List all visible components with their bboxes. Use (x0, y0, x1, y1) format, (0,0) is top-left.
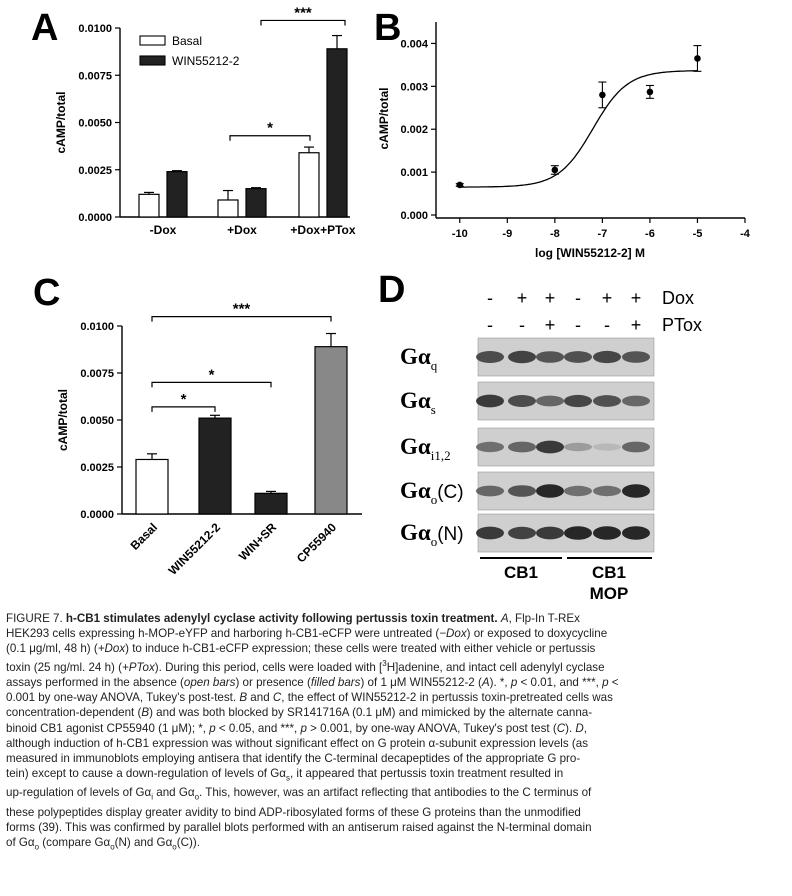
x-tick-label: +Dox+PTox (290, 223, 356, 237)
ptox-sign: + (630, 315, 642, 335)
x-tick-label: WIN+SR (235, 520, 280, 564)
legend-label: Basal (172, 34, 203, 48)
caption-line (6, 705, 786, 720)
caption-text: ). (565, 721, 576, 735)
dox-sign: + (544, 288, 556, 308)
caption-text: h-CB1 stimulates adenylyl cyclase activity following pertussis toxin treatment. (65, 612, 498, 625)
panel-label-b: B (374, 7, 402, 49)
blot-row-label (400, 520, 464, 549)
caption-text: filled bars (310, 676, 361, 690)
caption-text: FIGURE 7. (6, 612, 66, 625)
caption-text: < (608, 676, 619, 690)
blot-band (564, 526, 592, 540)
caption-text: although induction of h-CB1 expression was without significant effect on G protein α-subunit expression levels (as (6, 736, 588, 750)
blot-band (508, 442, 536, 453)
y-tick-label: 0.003 (400, 81, 428, 94)
blot-band (508, 527, 536, 539)
y-axis-label: cAMP/total (377, 87, 391, 150)
caption-text: ) to induce h-CB1-eCFP expression; these cells were treated with either vehicle or pertussis (125, 642, 596, 656)
caption-text: HEK293 cells expressing h-MOP-eYFP and harboring h-CB1-eCFP were untreated ( (6, 627, 440, 641)
ptox-sign: - (604, 315, 610, 335)
bar (246, 189, 266, 217)
caption-text: , Flp-In T-REx (508, 612, 580, 625)
blot-band (536, 351, 564, 363)
significance-label: * (208, 366, 215, 384)
x-tick-label: -9 (502, 228, 513, 240)
caption-text: H]adenine, and intact cell adenylyl cyclase (386, 661, 605, 675)
caption-text: up-regulation of levels of Gα (6, 786, 152, 800)
blot-band (564, 395, 592, 407)
caption-text: C (556, 721, 566, 735)
blot-band (593, 526, 621, 540)
blot-band (536, 441, 564, 454)
x-tick-label: -6 (645, 228, 655, 240)
ptox-sign: + (544, 315, 556, 335)
caption-line (6, 721, 786, 736)
caption-text: p (602, 676, 609, 690)
ptox-label: PTox (662, 315, 703, 335)
caption-text: < 0.05, and ***, (215, 721, 301, 735)
panel-b-dose-response (377, 22, 751, 260)
blot-row-label-suffix: (C) (437, 482, 464, 503)
x-tick-label: -Dox (149, 223, 177, 237)
significance-label: * (180, 390, 187, 408)
blot-band (476, 442, 504, 452)
blot-band (622, 442, 650, 453)
y-axis-label: cAMP/total (56, 388, 70, 452)
significance-label: *** (232, 300, 251, 318)
panel-a-bar-chart (54, 4, 356, 237)
caption-text: forms (39). This was confirmed by parallel blots performed with an antiserum raised against the N-terminal domain (6, 820, 592, 834)
legend-swatch (140, 56, 165, 65)
x-tick-label: -8 (549, 228, 560, 240)
caption-text: C (272, 691, 282, 705)
caption-text: (N) and Gα (114, 835, 173, 849)
data-point (552, 167, 559, 174)
blot-band (476, 395, 504, 408)
blot-band (476, 527, 504, 540)
caption-text: o (34, 842, 40, 852)
x-tick-label: -5 (692, 228, 703, 240)
x-axis-label: log [WIN55212-2] M (534, 246, 646, 260)
y-tick-label: 0.0050 (80, 415, 114, 427)
caption-line (6, 835, 786, 854)
caption-text: (C)). (176, 835, 200, 849)
caption-text: +PTox (122, 661, 155, 675)
caption-text: ) or exposed to doxycycline (466, 627, 608, 641)
caption-text: 3 (382, 659, 387, 669)
group-label-line-2: MOP (589, 584, 629, 603)
caption-line (6, 805, 786, 820)
caption-line (6, 751, 786, 766)
bar (199, 418, 231, 514)
blot-row-label-main: Gα (400, 478, 431, 503)
caption-text: p (209, 721, 216, 735)
blot-band (622, 484, 650, 498)
y-tick-label: 0.0000 (80, 509, 114, 521)
legend-label: WIN55212-2 (172, 54, 240, 68)
caption-text: ) or presence ( (235, 676, 311, 690)
blot-band (593, 351, 621, 363)
caption-text: o (194, 792, 200, 802)
x-tick-label: -7 (597, 228, 608, 240)
caption-line (6, 656, 786, 675)
blot-row-label-main: Gα (400, 520, 431, 545)
caption-text: and Gα (153, 786, 195, 800)
caption-text: ). *, (489, 676, 511, 690)
y-tick-label: 0.0075 (78, 70, 112, 83)
dox-sign: + (630, 288, 642, 308)
dox-sign: - (487, 288, 493, 308)
x-tick-label: Basal (127, 520, 161, 553)
y-tick-label: 0.0100 (78, 23, 112, 35)
caption-text: ) of 1 μM WIN55212-2 ( (360, 676, 482, 690)
caption-text: of Gα (6, 835, 35, 849)
caption-text: measured in immunoblots employing antisera that identify the C-terminal decapeptides of the appropriate G pro- (6, 751, 581, 765)
caption-text: (compare Gα (39, 835, 111, 849)
caption-text: > 0.001, by one-way ANOVA, Tukey's post test ( (306, 721, 557, 735)
bar (327, 49, 347, 217)
blot-band (564, 351, 592, 363)
caption-text: A (481, 676, 490, 690)
caption-text: < 0.01, and ***, (517, 676, 603, 690)
caption-text: , (583, 721, 587, 735)
blot-row-label (400, 344, 438, 373)
caption-text: . This, however, was an artifact reflecting that antibodies to the C terminus of (199, 786, 592, 800)
y-tick-label: 0.0000 (78, 212, 112, 224)
caption-text: assays performed in the absence ( (6, 676, 184, 690)
figure-caption (6, 611, 786, 854)
caption-text: , the effect of WIN55212-2 in pertussis toxin-pretreated cells was (281, 691, 613, 705)
dox-sign: - (575, 288, 581, 308)
blot-band (508, 351, 536, 363)
blot-band (476, 486, 504, 497)
caption-text: ) and was both blocked by SR141716A (0.1 μM) and mimicked by the alternate canna- (149, 706, 593, 720)
group-label-line-1: CB1 (591, 563, 627, 582)
caption-line (6, 641, 786, 656)
y-tick-label: 0.0100 (80, 321, 114, 333)
panel-label-d: D (378, 269, 406, 311)
caption-text: −Dox (439, 627, 467, 641)
x-tick-label: +Dox (227, 223, 257, 237)
blot-row-label-sub: i1,2 (430, 448, 451, 463)
caption-text: s (285, 773, 290, 783)
bar (315, 347, 347, 514)
y-tick-label: 0.0075 (80, 368, 114, 380)
bar (136, 459, 168, 514)
caption-line (6, 766, 786, 785)
caption-text: binoid CB1 agonist CP55940 (1 μM); *, (6, 721, 210, 735)
bar (167, 172, 187, 217)
blot-band (593, 443, 621, 450)
data-point (456, 182, 463, 189)
caption-line (6, 736, 786, 751)
caption-text: o (172, 842, 177, 852)
bar (139, 194, 159, 217)
y-axis-label: cAMP/total (54, 91, 68, 154)
caption-text: open bars (183, 676, 236, 690)
blot-band (536, 484, 564, 498)
blot-band (536, 396, 564, 407)
data-point (647, 89, 654, 96)
data-point (694, 55, 701, 62)
blot-row-label-main: Gα (400, 388, 431, 413)
x-tick-label: -4 (740, 228, 750, 240)
y-tick-label: 0.004 (400, 38, 428, 51)
blot-row-label-main: Gα (400, 434, 431, 459)
caption-text: p (510, 676, 518, 690)
y-tick-label: 0.001 (400, 167, 428, 180)
data-point (599, 92, 606, 99)
ptox-sign: - (519, 315, 525, 335)
blot-band (564, 443, 592, 451)
caption-line (6, 820, 786, 835)
panel-c-bar-chart (56, 301, 362, 578)
blot-row-label-sub: s (430, 402, 436, 417)
x-tick-label: -10 (451, 228, 468, 240)
group-label: CB1 (503, 563, 539, 582)
caption-text: (0.1 μg/ml, 48 h) ( (6, 642, 98, 656)
y-tick-label: 0.0050 (78, 117, 112, 130)
legend-swatch (140, 36, 165, 45)
y-tick-label: 0.0025 (78, 164, 112, 177)
bar (255, 493, 287, 514)
blot-row-label-suffix: (N) (437, 524, 464, 545)
blot-band (508, 485, 536, 497)
caption-text: o (110, 842, 115, 852)
blot-row-label (400, 478, 464, 507)
caption-text: A (500, 612, 509, 625)
blot-row-label-sub: o (430, 492, 438, 507)
x-tick-label: CP55940 (293, 520, 340, 566)
y-tick-label: 0.002 (400, 124, 428, 137)
significance-label: * (267, 119, 273, 137)
blot-band (593, 395, 621, 407)
panel-label-a: A (31, 7, 59, 49)
caption-text: tein) except to cause a down-regulation of levels of Gα (6, 766, 286, 780)
blot-band (622, 526, 650, 540)
caption-text: these polypeptides display greater avidity to bind ADP-ribosylated forms of these G proteins than the unmodified (6, 805, 581, 819)
caption-text: B (141, 706, 150, 720)
caption-line (6, 785, 786, 804)
blot-row-label (400, 434, 451, 463)
caption-line (6, 611, 786, 626)
fitted-curve (460, 71, 698, 187)
bar (218, 200, 238, 217)
blot-row-label-sub: o (430, 534, 438, 549)
caption-line (6, 675, 786, 690)
caption-line (6, 690, 786, 705)
dox-sign: + (601, 288, 613, 308)
caption-text: i (151, 792, 154, 802)
ptox-sign: - (487, 315, 493, 335)
caption-text: , it appeared that pertussis toxin treatment resulted in (289, 766, 564, 780)
caption-text: +Dox (97, 642, 126, 656)
blot-band (508, 395, 536, 407)
dox-sign: + (516, 288, 528, 308)
caption-text: B (239, 691, 248, 705)
significance-label: *** (294, 4, 312, 22)
blot-row-label (400, 388, 436, 417)
caption-text: D (575, 721, 584, 735)
blot-row-label-sub: q (430, 358, 438, 373)
caption-text: toxin (25 ng/ml. 24 h) ( (6, 661, 122, 675)
caption-text: and (247, 691, 273, 705)
panel-d-immunoblot (400, 288, 702, 603)
blot-row-label-main: Gα (400, 344, 431, 369)
x-tick-label: WIN55212-2 (165, 520, 224, 578)
ptox-sign: - (575, 315, 581, 335)
blot-band (622, 396, 650, 407)
panel-label-c: C (33, 272, 61, 314)
y-tick-label: 0.000 (400, 210, 428, 222)
y-tick-label: 0.0025 (80, 462, 114, 474)
caption-line (6, 626, 786, 641)
blot-band (593, 486, 621, 496)
blot-band (622, 351, 650, 363)
caption-text: p (300, 721, 307, 735)
caption-text: 0.001 by one-way ANOVA, Tukey's post-test. (6, 691, 240, 705)
bar (299, 153, 319, 217)
caption-text: ). During this period, cells were loaded with [ (154, 661, 383, 675)
caption-text: concentration-dependent ( (6, 706, 142, 720)
dox-label: Dox (662, 288, 695, 308)
blot-band (564, 486, 592, 496)
blot-band (476, 351, 504, 363)
blot-band (536, 527, 564, 540)
